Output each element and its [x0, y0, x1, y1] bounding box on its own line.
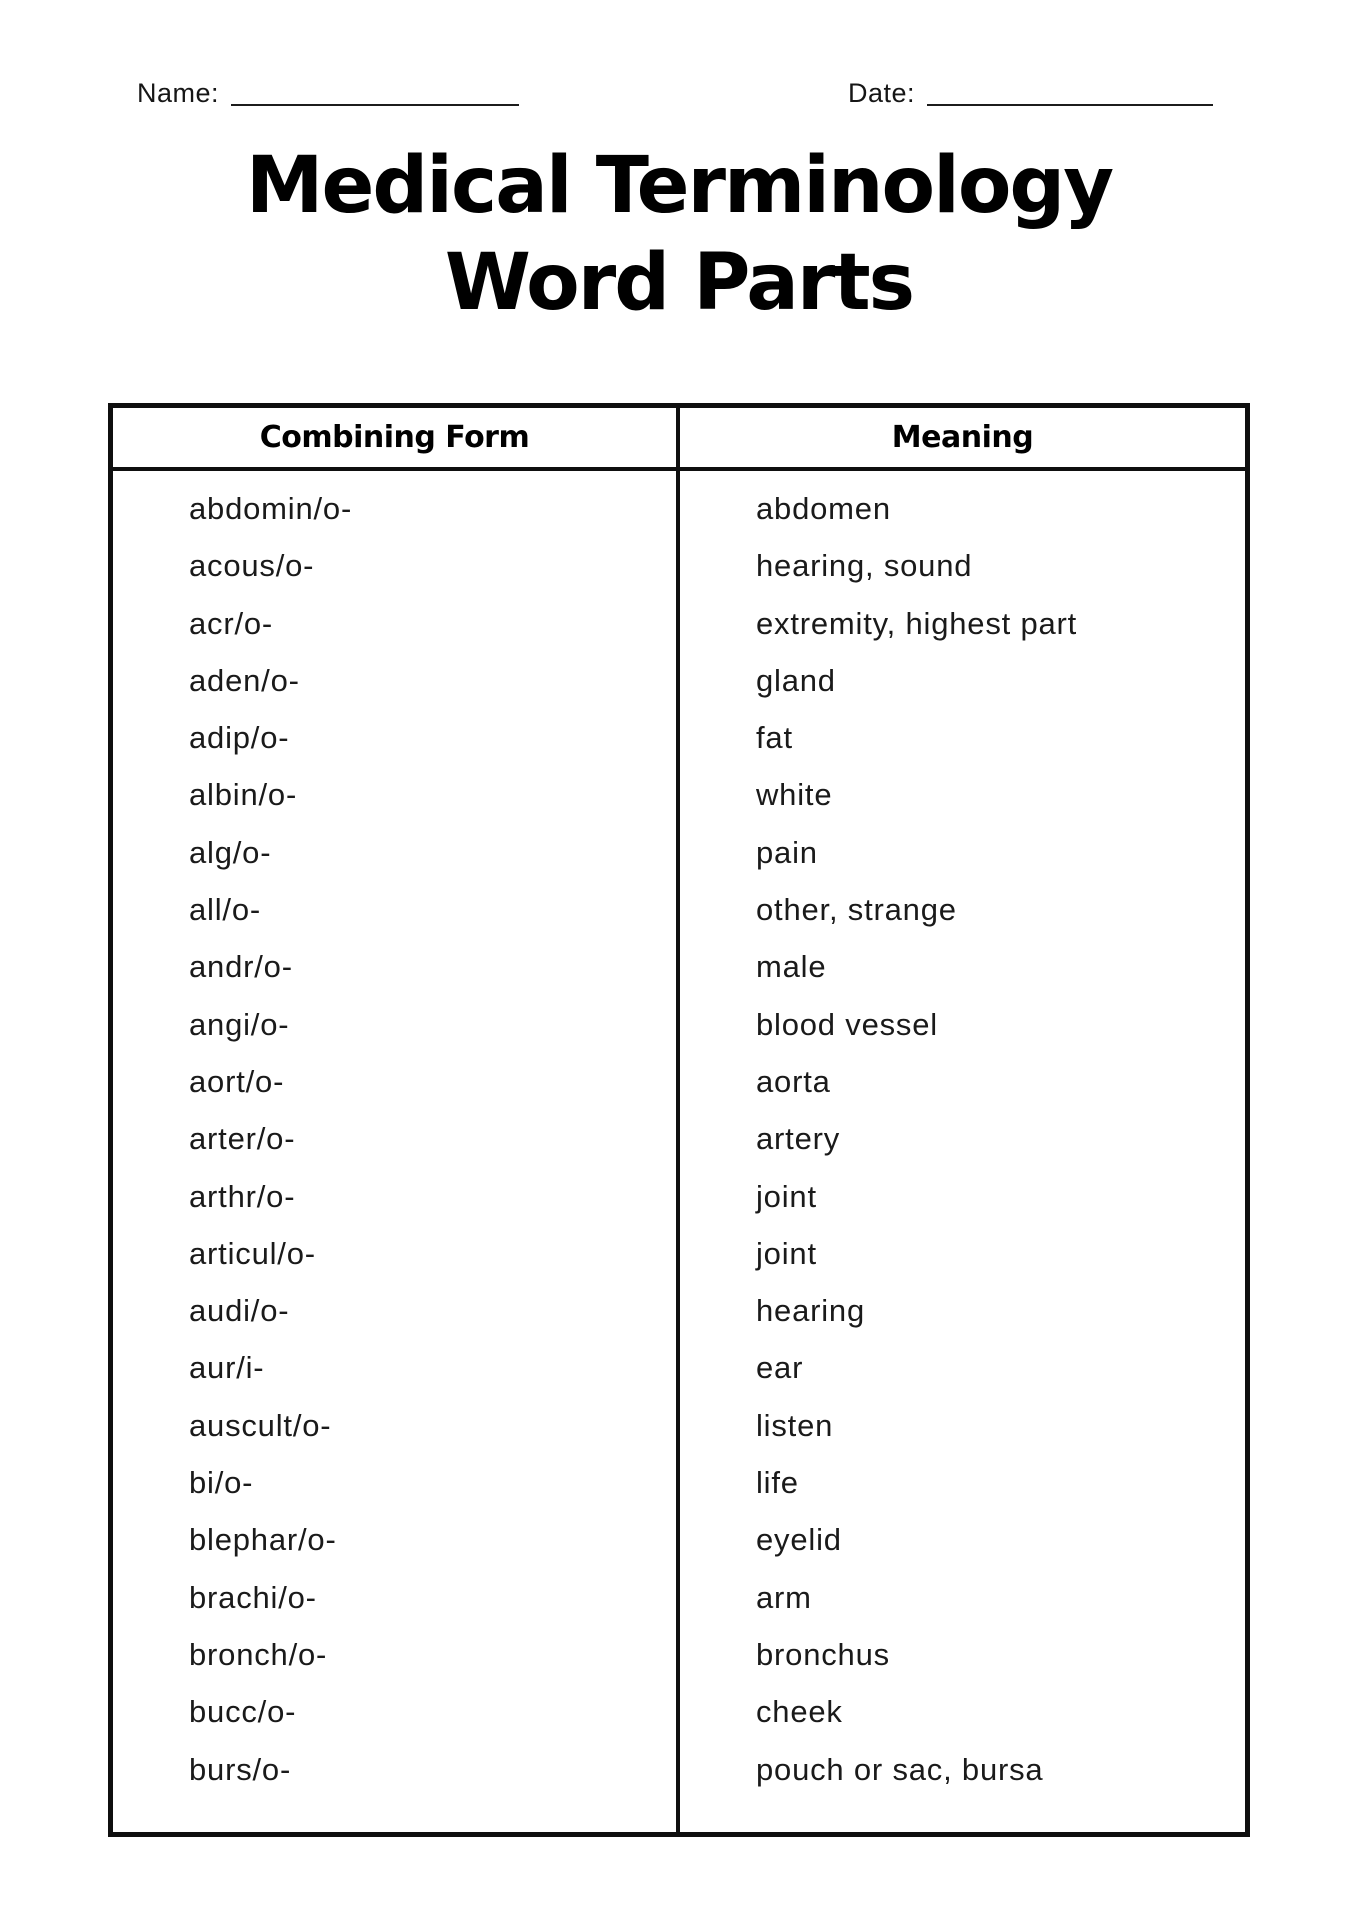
meaning-cell: joint — [756, 1235, 817, 1271]
combining-form-column — [113, 471, 680, 1832]
meaning-cell: eyelid — [756, 1522, 842, 1558]
meaning-cell: white — [756, 777, 833, 813]
page-title — [0, 138, 1358, 332]
page-title-line2: Word Parts — [444, 238, 914, 328]
combining-form-cell: brachi/o- — [189, 1579, 317, 1615]
name-label: Name: — [137, 78, 220, 108]
combining-form-cell: burs/o- — [189, 1751, 292, 1787]
column-header-meaning: Meaning — [891, 420, 1034, 455]
meaning-cell: ear — [756, 1350, 804, 1386]
meaning-cell: arm — [756, 1579, 812, 1615]
meaning-cell: other, strange — [756, 892, 957, 928]
meaning-cell: life — [756, 1465, 799, 1501]
meaning-cell: pain — [756, 834, 818, 870]
combining-form-cell: arthr/o- — [189, 1178, 296, 1214]
name-field — [137, 76, 519, 109]
meaning-cell: blood vessel — [756, 1006, 938, 1042]
date-blank-line — [927, 80, 1213, 106]
meaning-cell: aorta — [756, 1063, 831, 1099]
meaning-cell: extremity, highest part — [756, 605, 1078, 641]
meaning-cell: artery — [756, 1121, 841, 1157]
meaning-cell: gland — [756, 662, 836, 698]
meaning-cell: male — [756, 949, 827, 985]
combining-form-cell: auscult/o- — [189, 1407, 332, 1443]
table-body — [113, 471, 1245, 1832]
meaning-cell: hearing, sound — [756, 548, 973, 584]
combining-form-cell: albin/o- — [189, 777, 298, 813]
name-blank-line — [231, 80, 519, 106]
combining-form-cell: aden/o- — [189, 662, 300, 698]
combining-form-cell: audi/o- — [189, 1293, 290, 1329]
date-label: Date: — [848, 78, 916, 108]
word-parts-table — [108, 403, 1250, 1837]
combining-form-cell: angi/o- — [189, 1006, 290, 1042]
combining-form-cell: andr/o- — [189, 949, 293, 985]
meaning-cell: listen — [756, 1407, 834, 1443]
combining-form-cell: abdomin/o- — [189, 491, 353, 526]
page-title-line1: Medical Terminology — [245, 141, 1113, 231]
combining-form-cell: arter/o- — [189, 1121, 296, 1157]
column-header-combining-form: Combining Form — [113, 408, 680, 467]
combining-form-cell: articul/o- — [189, 1235, 316, 1271]
meaning-cell: pouch or sac, bursa — [756, 1751, 1044, 1787]
combining-form-cell: acous/o- — [189, 548, 315, 584]
meaning-cell: joint — [756, 1178, 817, 1214]
combining-form-cell: aort/o- — [189, 1063, 285, 1099]
combining-form-cell: aur/i- — [189, 1350, 265, 1386]
combining-form-cell: bronch/o- — [189, 1636, 328, 1672]
combining-form-cell: acr/o- — [189, 605, 274, 641]
combining-form-cell: adip/o- — [189, 720, 290, 756]
combining-form-cell: alg/o- — [189, 834, 272, 870]
table-header-row — [113, 408, 1245, 471]
combining-form-cell: bi/o- — [189, 1465, 254, 1501]
meaning-column — [680, 471, 1245, 1832]
meaning-cell: cheek — [756, 1694, 843, 1730]
meaning-cell: abdomen — [756, 491, 891, 526]
meaning-cell: hearing — [756, 1293, 866, 1329]
meaning-cell: fat — [756, 720, 793, 756]
date-field — [848, 76, 1213, 109]
combining-form-cell: all/o- — [189, 892, 261, 928]
meaning-cell: bronchus — [756, 1636, 890, 1672]
combining-form-cell: bucc/o- — [189, 1694, 297, 1730]
combining-form-cell: blephar/o- — [189, 1522, 337, 1558]
